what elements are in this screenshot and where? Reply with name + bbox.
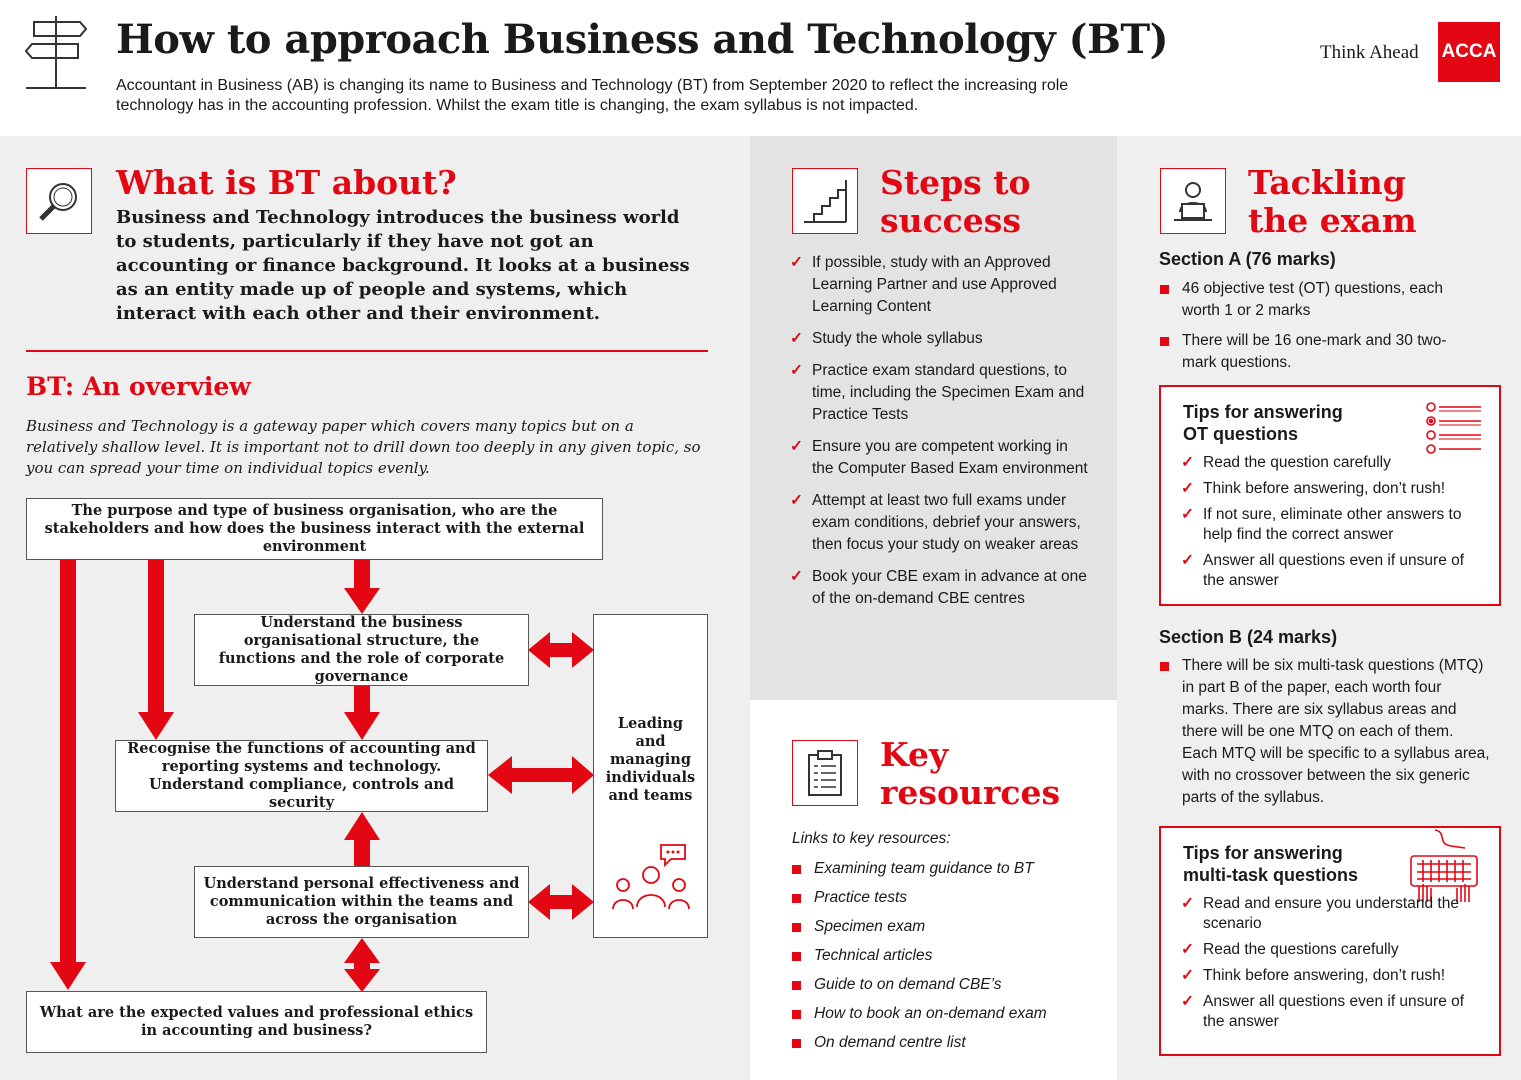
ot-tips-box (1159, 385, 1501, 606)
stairs-icon (792, 168, 858, 234)
list-item: ✓ Read the question carefully (1181, 453, 1481, 473)
overview-text: Business and Technology is a gateway paper which covers many topics but on a relatively shallow level. It is important not to drill down too deeply in any given topic, so you can spread your time on individual topics evenly. (26, 417, 701, 477)
checklist-icon (1425, 401, 1483, 459)
ot-tips-heading (1183, 401, 1343, 445)
ot-tips-list (1181, 453, 1481, 597)
list-item: There will be 16 one-mark and 30 two-mark questions. (1160, 330, 1460, 374)
resource-link[interactable]: Specimen exam (792, 916, 1102, 938)
resources-title-line2: resources (880, 773, 1061, 812)
list-item: ✓ Attempt at least two full exams under exam conditions, debrief your answers, then focus your study on weaker areas (790, 490, 1090, 556)
list-item: ✓ Practice exam standard questions, to time, including the Specimen Exam and Practice Tests (790, 360, 1090, 426)
flow-box-ethics: What are the expected values and professional ethics in accounting and business? (26, 991, 487, 1053)
acca-logo: ACCA (1438, 22, 1500, 82)
list-item: ✓ Read and ensure you understand the scenario (1181, 894, 1481, 934)
mtq-tips-box (1159, 826, 1501, 1056)
list-item: ✓ Think before answering, don’t rush! (1181, 966, 1481, 986)
section-a-heading: Section A (76 marks) (1159, 249, 1336, 269)
tagline: Think Ahead (1320, 42, 1419, 63)
mtq-tips-heading-line2: multi-task questions (1183, 865, 1359, 885)
page-subtitle: Accountant in Business (AB) is changing its name to Business and Technology (BT) from September 2020 to reflect the increasing role technology has in the accounting profession. Whilst the exam title is changing, the exam syllabus is not impacted. (116, 77, 1069, 114)
list-item: There will be six multi-task questions (MTQ) in part B of the paper, each worth four marks. There are six syllabus areas and there will be one MTQ on each of them. Each MTQ will be specific to a syllabus area, with no crossover between the six generic parts of the syllabus. (1160, 655, 1490, 809)
flow-box-top: The purpose and type of business organisation, who are the stakeholders and how does the business interact with the external environment (26, 498, 603, 560)
section-b-heading: Section B (24 marks) (1159, 627, 1338, 647)
ot-tips-heading-line1: Tips for answering (1183, 402, 1343, 422)
flow-box-structure: Understand the business organisational structure, the functions and the role of corporate governance (194, 614, 529, 686)
steps-list (790, 252, 1090, 620)
exam-title-line1: Tackling (1248, 163, 1406, 202)
resource-link[interactable]: Technical articles (792, 945, 1102, 967)
about-title: What is BT about? (116, 163, 457, 202)
list-item: ✓ Answer all questions even if unsure of the answer (1181, 992, 1481, 1032)
overview-title: BT: An overview (26, 372, 251, 401)
resources-title (880, 736, 1060, 812)
resources-intro: Links to key resources: (792, 830, 951, 847)
list-item: ✓ Book your CBE exam in advance at one of the on-demand CBE centres (790, 566, 1090, 610)
flow-box-personal: Understand personal effectiveness and communication within the teams and across the organisation (194, 866, 529, 938)
section-a-list (1160, 278, 1460, 382)
steps-title-line1: Steps to (880, 163, 1031, 202)
list-item: ✓ Answer all questions even if unsure of the answer (1181, 551, 1481, 591)
resource-link[interactable]: Practice tests (792, 887, 1102, 909)
exam-title-line2: the exam (1248, 201, 1417, 240)
steps-title (880, 164, 1030, 240)
page-title: How to approach Business and Technology (BT) (116, 16, 1169, 63)
flow-box-leading (593, 614, 708, 938)
exam-title (1248, 164, 1417, 240)
resources-links (792, 858, 1102, 1061)
resource-link[interactable]: On demand centre list (792, 1032, 1102, 1054)
resources-title-line1: Key (880, 735, 949, 774)
section-b-list (1160, 655, 1490, 817)
resource-link[interactable]: How to book an on-demand exam (792, 1003, 1102, 1025)
list-item: ✓ Think before answering, don’t rush! (1181, 479, 1481, 499)
list-item: ✓ Ensure you are competent working in the Computer Based Exam environment (790, 436, 1090, 480)
mtq-tips-heading-line1: Tips for answering (1183, 843, 1343, 863)
list-item: 46 objective test (OT) questions, each worth 1 or 2 marks (1160, 278, 1460, 322)
ot-tips-heading-line2: OT questions (1183, 424, 1299, 444)
flow-box-accounting: Recognise the functions of accounting and reporting systems and technology. Understand compliance, controls and security (115, 740, 488, 812)
resource-link[interactable]: Guide to on demand CBE’s (792, 974, 1102, 996)
about-text: Business and Technology introduces the business world to students, particularly if they have not got an accounting or finance background. It looks at a business as an entity made up of people and systems, which interact with each other and their environment. (116, 207, 690, 324)
clipboard-icon (792, 740, 858, 806)
leading-label: Leading and managing individuals and teams (605, 715, 696, 804)
list-item: ✓ If not sure, eliminate other answers to help find the correct answer (1181, 505, 1481, 545)
steps-title-line2: success (880, 201, 1021, 240)
laptop-person-icon (1160, 168, 1226, 234)
mtq-tips-list (1181, 894, 1481, 1038)
list-item: ✓ Study the whole syllabus (790, 328, 1090, 350)
list-item: ✓ Read the questions carefully (1181, 940, 1481, 960)
team-people-icon (609, 839, 693, 919)
list-item: ✓ If possible, study with an Approved Learning Partner and use Approved Learning Content (790, 252, 1090, 318)
resource-link[interactable]: Examining team guidance to BT (792, 858, 1102, 880)
mtq-tips-heading (1183, 842, 1358, 886)
